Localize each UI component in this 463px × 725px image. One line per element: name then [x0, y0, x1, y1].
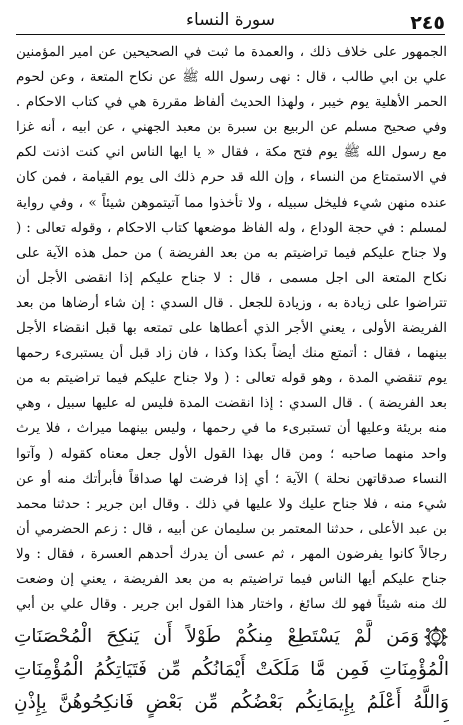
quran-verse-text: وَمَن لَّمْ يَسْتَطِعْ مِنكُمْ طَوْلاً أَن يَنكِحَ الْمُحْصَنَاتِ الْمُؤْمِنَاتِ فَمِن مَّا مَلَكَتْ أَيْمَانُكُم مِّن فَتَيَاتِكُمُ الْمُؤْمِنَاتِ وَاللَّهُ أَعْلَمُ بِإِيمَانِكُم بَعْضُكُم مِّن بَعْضٍ فَانكِحُوهُنَّ بِإِذْنِ: [14, 626, 449, 713]
quran-verse-block: [14, 620, 449, 722]
page-header: [16, 6, 445, 34]
page-number: ٢٤٥: [410, 12, 445, 34]
commentary-text: [16, 40, 447, 620]
header-divider: [16, 34, 445, 35]
verse-ornament-icon: [423, 626, 449, 648]
commentary-paragraph: الجمهور على خلاف ذلك ، والعمدة ما ثبت في الصحيحين عن امير المؤمنين علي بن ابي طالب ، قال : نهى رسول الله ﷺ عن نكاح المتعة ، وعن لحوم الحمر الأهلية يوم خيبر ، ولهذا الحديث ألفاظ مقررة هي في كتاب الاحكام . وفي صحيح مسلم عن الربيع بن سبرة بن معبد الجهني ، عن ابيه ، أنه غزا مع رسول الله ﷺ يوم فتح مكة ، فقال « يا ايها الناس اني كنت اذنت لكم في الاستمتاع من النساء ، وإن الله قد حرم ذلك الى يوم القيامة ، فمن كان عنده منهن شيء فليخل سبيله ، ولا تأخذوا مما آتيتموهن شيئاً » ، وفي رواية لمسلم : في حجة الوداع ، وله الفاظ موضعها كتاب الاحكام ، وقوله تعالى : ( ولا جناح عليكم فيما تراضيتم به من بعد الفريضة ) من حمل هذه الآية على نكاح المتعة الى اجل مسمى ، قال : لا جناح عليكم إذا انقضى الأجل أن تتراضوا على زيادة به ، وزيادة للجعل . قال السدي : إن شاء أرضاها من بعد الفريضة الأولى ، يعني الأجر الذي أعطاها على تمتعه بها قبل انقضاء الأجل بينهما ، فقال : أتمتع منك أيضاً بكذا وكذا ، فان زاد قبل أن يستبرىء رحمها يوم تنقضي المدة ، وهو قوله تعالى : ( ولا جناح عليكم فيما تراضيتم به من بعد الفريضة ) . قال السدي : إذا انقضت المدة فليس له عليها سبيل ، وهي منه بريئة وعليها أن تستبرىء ما في رحمها ، وليس بينهما ميراث ، فلا يرث واحد منهما صاحبه ؛ ومن قال بهذا القول الأول جعل معناه كقوله ( وآتوا النساء صدقاتهن نحلة ) الآية ؛ أي إذا فرضت لها صداقاً فأبرأتك منه أو عن شيء منه ، فلا جناح عليك ولا عليها في ذلك . وقال ابن جرير : حدثنا محمد بن عبد الأعلى ، حدثنا المعتمر بن سليمان عن أبيه ، قال : زعم الحضرمي أن رجالاً كانوا يفرضون المهر ، ثم عسى أن يدرك أحدهم العسرة ، فقال : ولا جناح عليكم أيها الناس فيما تراضيتم به من بعد الفريضة ، يعني إن وضعت لك منه شيئاً فهو لك سائغ ، واختار هذا القول ابن جرير . وقال علي بن أبي: [16, 44, 447, 613]
surah-title: سورة النساء: [186, 10, 275, 30]
